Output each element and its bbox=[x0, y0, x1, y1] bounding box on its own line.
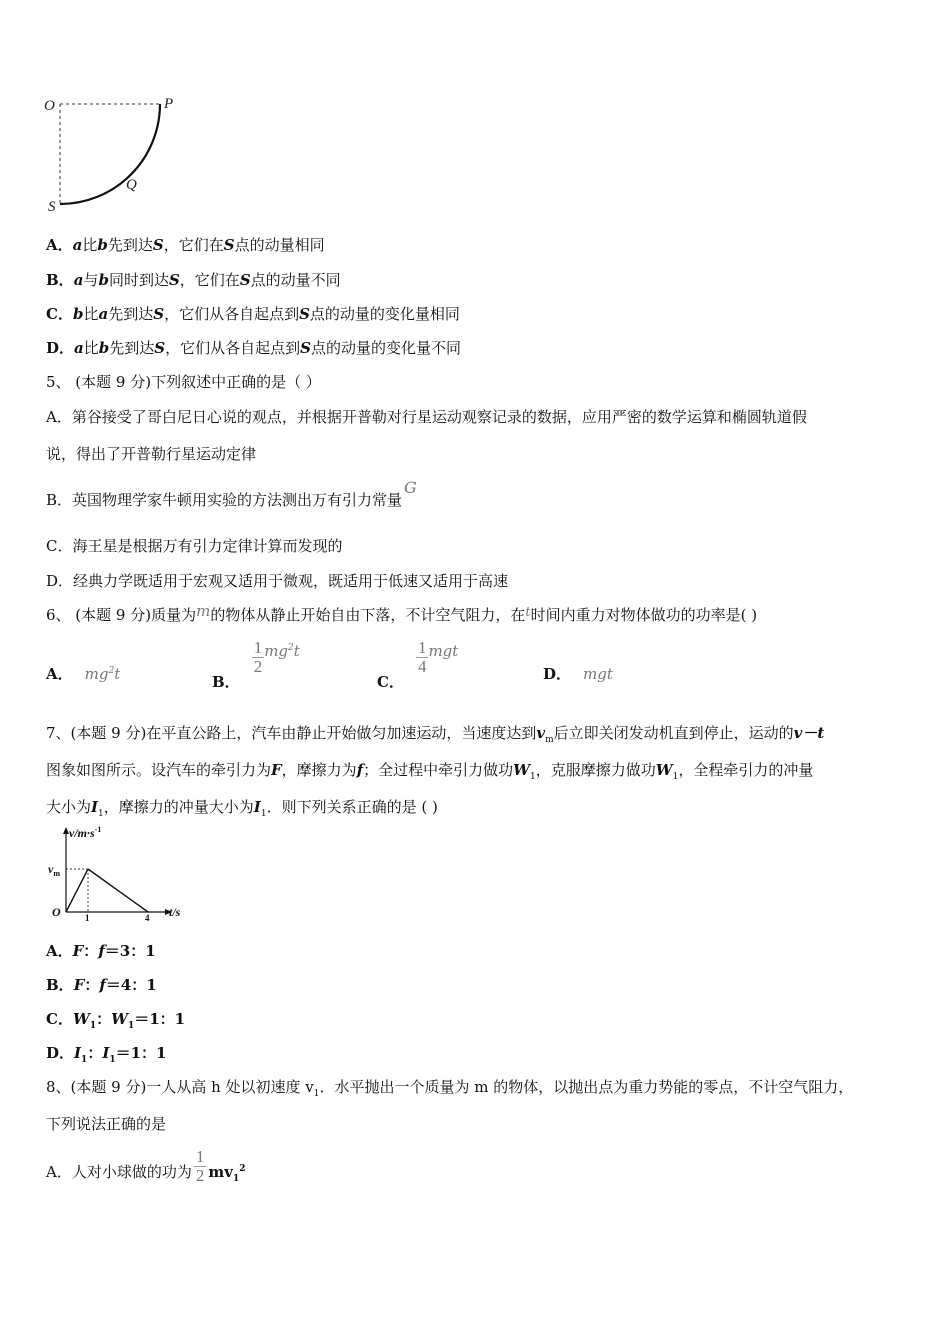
svg-text:t/s: t/s bbox=[169, 905, 181, 919]
q5-stem: 5、 (本题 9 分)下列叙述中正确的是（ ） bbox=[46, 373, 321, 391]
q4-option-a[interactable]: A．a比b先到达S，它们在S点的动量相同 bbox=[46, 236, 325, 254]
q8-option-a[interactable]: A．人对小球做的功为 $\frac{1}{2}$ $mv_1^2$ bbox=[46, 1147, 246, 1185]
q7-stem-line1: 7、(本题 9 分)在平直公路上，汽车由静止开始做匀加速运动，当速度达到$v_m$后立即关闭发动机直到停止，运动的v－t bbox=[46, 724, 825, 745]
svg-text:1: 1 bbox=[85, 913, 90, 923]
label-O: O bbox=[44, 98, 55, 114]
q6-option-d[interactable]: D． mgt bbox=[543, 665, 613, 683]
q5-option-c[interactable]: C．海王星是根据万有引力定律计算而发现的 bbox=[46, 537, 343, 555]
label-Q: Q bbox=[126, 177, 137, 193]
svg-text:4: 4 bbox=[145, 913, 150, 923]
svg-text:vm: $v_m$ bbox=[48, 862, 60, 878]
velocity-time-graph bbox=[44, 824, 194, 924]
quarter-circle-figure bbox=[40, 92, 190, 217]
q7-stem-line2: 图象如图所示。设汽车的牵引力为F，摩擦力为f；全过程中牵引力做功$W_1$，克服摩擦力做功$W_1$，全程牵引力的冲量 bbox=[46, 761, 814, 782]
q8-stem-line1: 8、(本题 9 分)一人从高 h 处以初速度 $v_1$．水平抛出一个质量为 m 的物体，以抛出点为重力势能的零点，不计空气阻力， bbox=[46, 1078, 854, 1099]
q6-option-a[interactable]: A． $mg^2t$ bbox=[46, 665, 121, 683]
q5-option-a-line2[interactable]: 说，得出了开普勒行星运动定律 bbox=[46, 445, 257, 463]
q7-option-d[interactable]: D．$I_1$：$I_1=1$：1 bbox=[46, 1044, 167, 1065]
q4-option-c[interactable]: C．b比a先到达S，它们从各自起点到S点的动量的变化量相同 bbox=[46, 305, 460, 323]
q5-option-a-line1[interactable]: A．第谷接受了哥白尼日心说的观点，并根据开普勒对行星运动观察记录的数据，应用严密的数学运算和椭圆轨道假 bbox=[46, 408, 807, 426]
q4-option-b[interactable]: B．a与b同时到达S，它们在S点的动量不同 bbox=[46, 271, 341, 289]
q5-option-d[interactable]: D．经典力学既适用于宏观又适用于微观，既适用于低速又适用于高速 bbox=[46, 572, 509, 590]
svg-text:O: O bbox=[52, 905, 61, 919]
q7-option-a[interactable]: A．F：f＝3：1 bbox=[46, 942, 156, 960]
q6-stem: 6、 (本题 9 分)质量为m的物体从静止开始自由下落，不计空气阻力，在t时间内重力对物体做功的功率是( ) bbox=[46, 602, 758, 624]
gravitational-constant-symbol: G bbox=[404, 478, 417, 497]
q5-option-b[interactable]: B．英国物理学家牛顿用实验的方法测出万有引力常量G bbox=[46, 478, 417, 509]
q6-option-c[interactable]: C． $\frac{1}{4}$ mgt bbox=[377, 638, 459, 691]
q8-stem-line2: 下列说法正确的是 bbox=[46, 1115, 167, 1133]
q7-option-c[interactable]: C．$W_1$：$W_1=1$：1 bbox=[46, 1010, 186, 1031]
q6-option-b[interactable]: B． $\frac{1}{2}$ $mg^2t$ bbox=[212, 638, 300, 691]
q7-option-b[interactable]: B．F：f＝4：1 bbox=[46, 976, 157, 994]
label-S: S bbox=[48, 199, 56, 215]
q7-stem-line3: 大小为$I_1$，摩擦力的冲量大小为$I_1$．则下列关系正确的是 ( ) bbox=[46, 798, 438, 819]
svg-text:v/m·s-1: $v/m\cdot s^{-1}$ bbox=[69, 825, 102, 840]
q4-option-d[interactable]: D．a比b先到达S，它们从各自起点到S点的动量的变化量不同 bbox=[46, 339, 461, 357]
label-P: P bbox=[164, 96, 174, 112]
